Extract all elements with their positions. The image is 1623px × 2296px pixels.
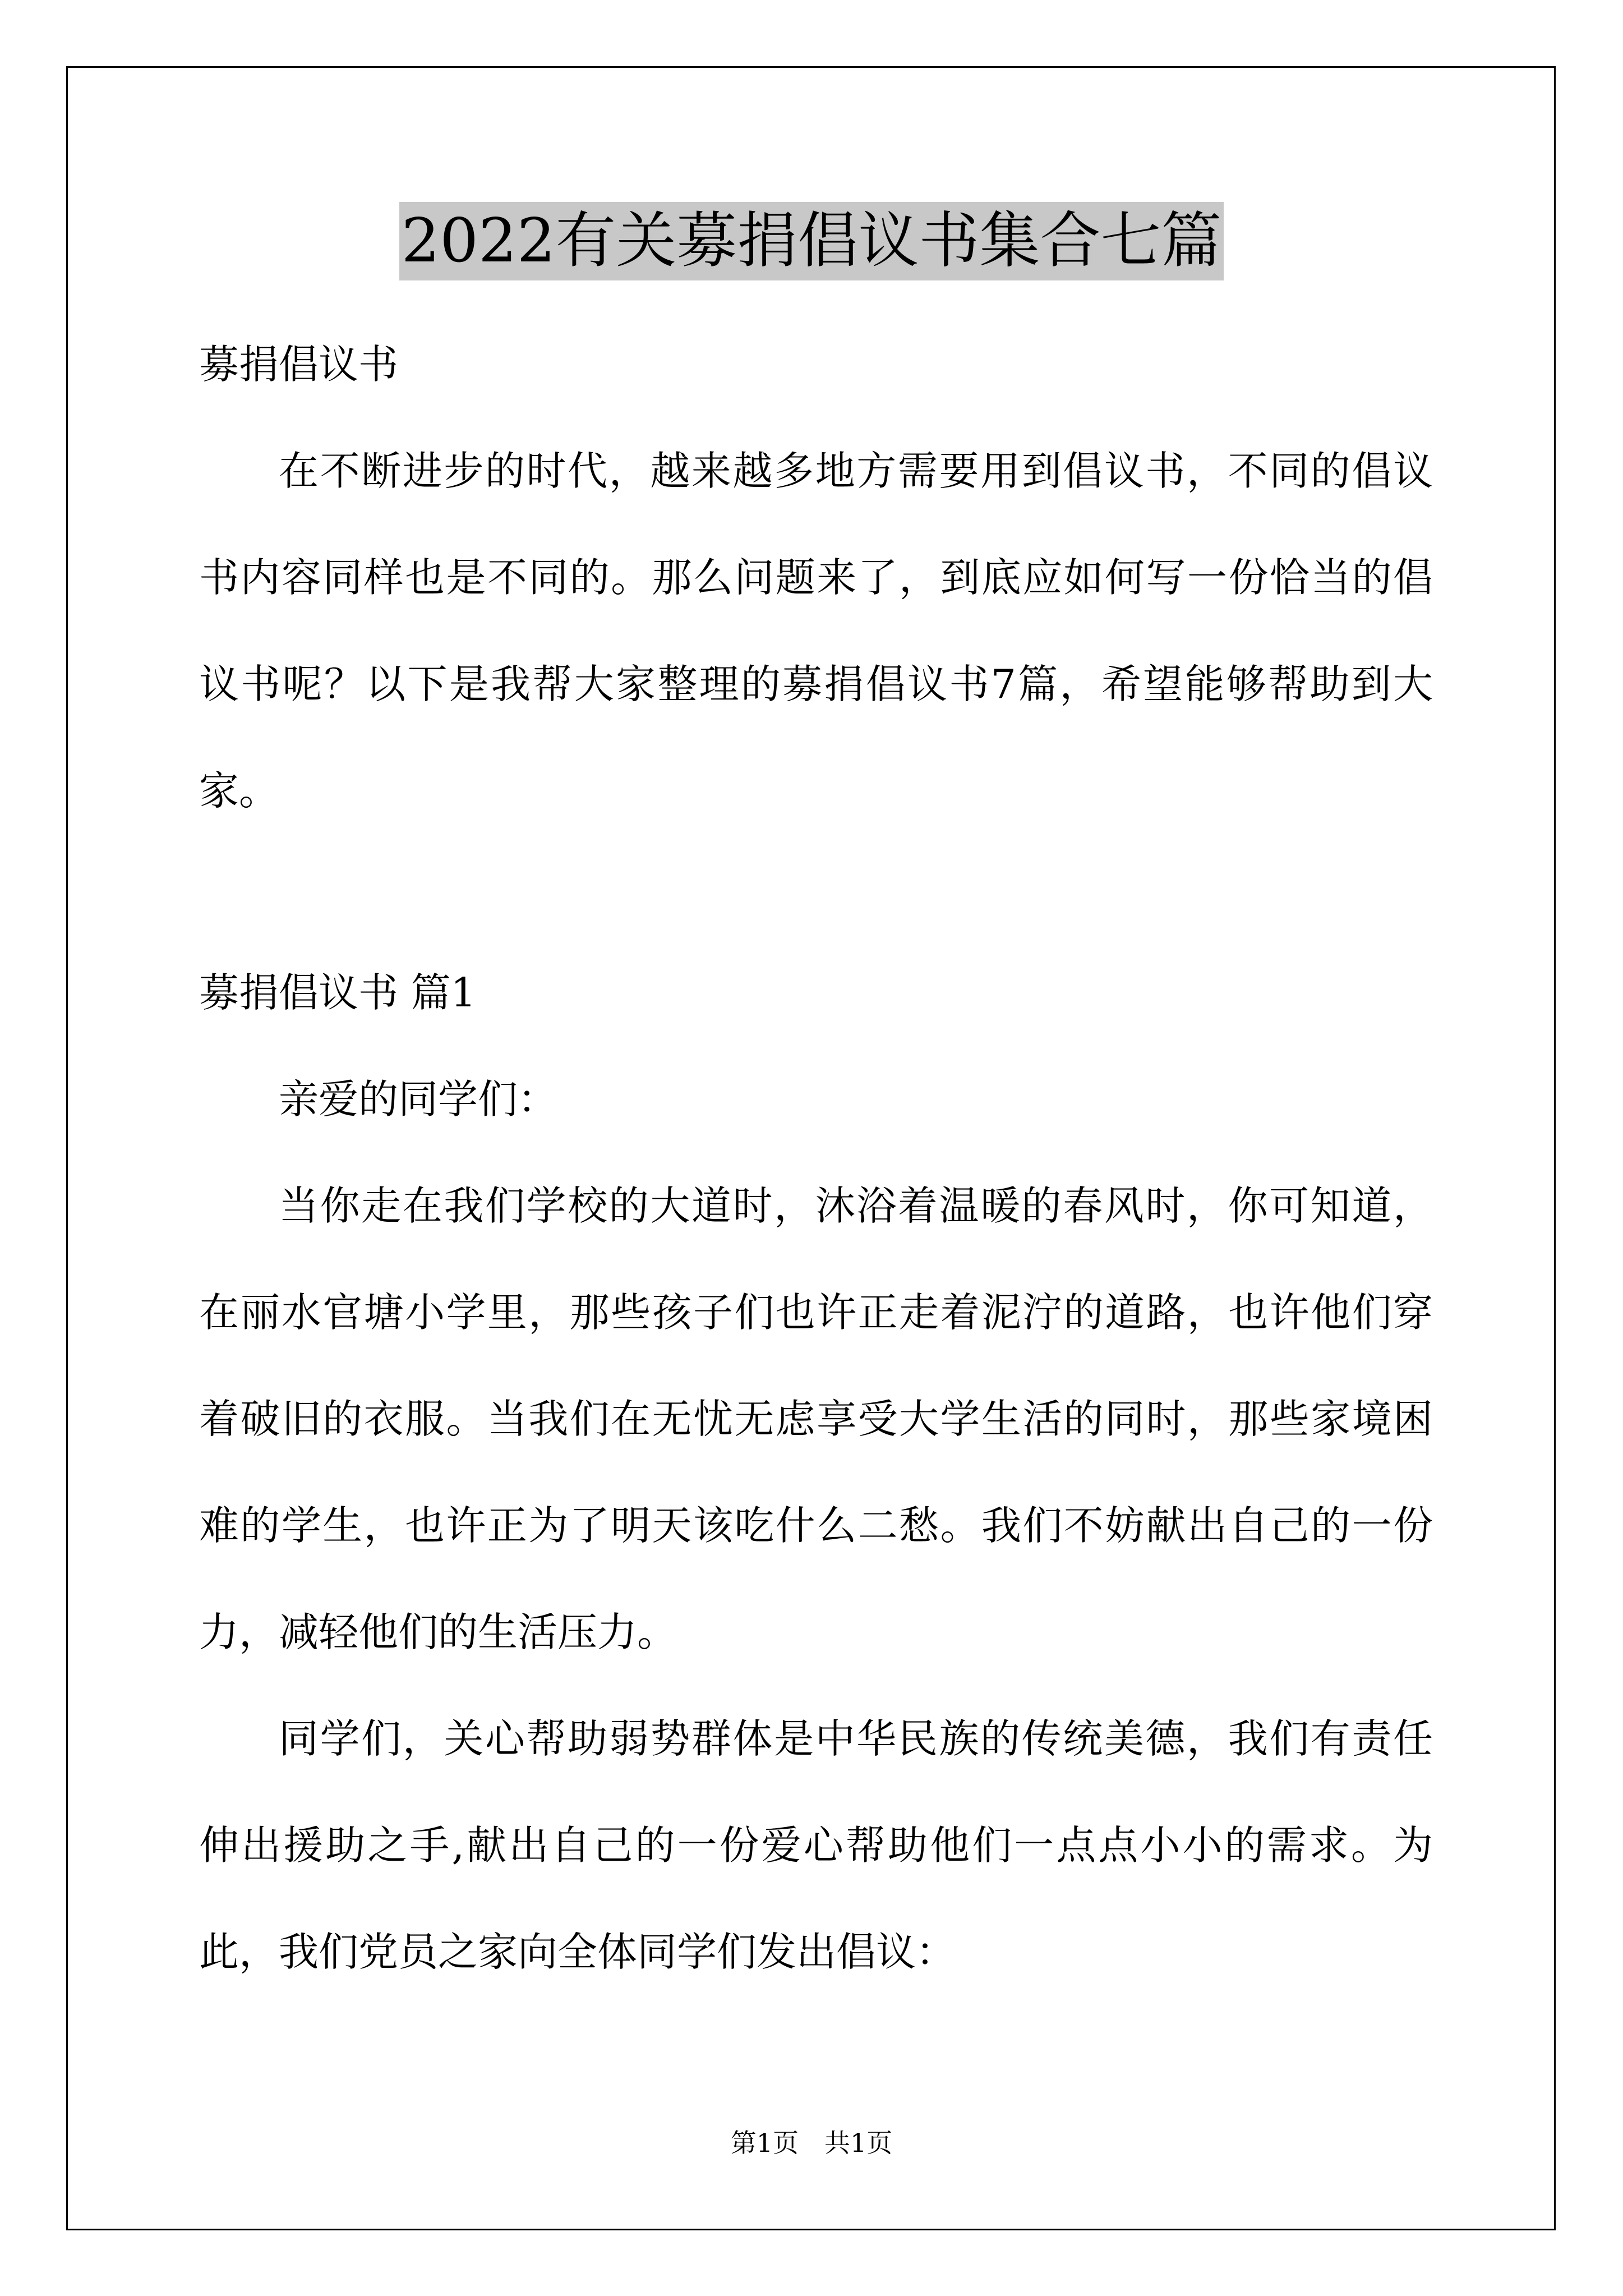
title-container: [0, 202, 1623, 280]
intro-heading: 募捐倡议书: [199, 341, 399, 388]
section-spacer: [199, 844, 1433, 940]
body-paragraph-1: 当你走在我们学校的大道时，沐浴着温暖的春风时，你可知道，在丽水官塘小学里，那些孩子们也许正走着泥泞的道路，也许他们穿着破旧的衣服。当我们在无忧无虑享受大学生活的同时，那些家境困难的学生，也许正为了明天该吃什么二愁。我们不妨献出自己的一份力，减轻他们的生活压力。: [199, 1182, 1433, 1655]
intro-paragraph: 在不断进步的时代，越来越多地方需要用到倡议书，不同的倡议书内容同样也是不同的。那么问题来了，到底应如何写一份恰当的倡议书呢？以下是我帮大家整理的募捐倡议书7篇，希望能够帮助到大家。: [199, 448, 1433, 814]
document-body: [199, 311, 1433, 2005]
body-paragraph-2: 同学们，关心帮助弱势群体是中华民族的传统美德，我们有责任伸出援助之手,献出自己的一份爱心帮助他们一点点小小的需求。为此，我们党员之家向全体同学们发出倡议：: [199, 1715, 1433, 1975]
document-title: 2022有关募捐倡议书集合七篇: [399, 202, 1224, 280]
section-heading: 募捐倡议书 篇1: [199, 969, 476, 1016]
page-footer: 第1页 共1页: [730, 2128, 893, 2158]
salutation: 亲爱的同学们：: [279, 1076, 558, 1122]
